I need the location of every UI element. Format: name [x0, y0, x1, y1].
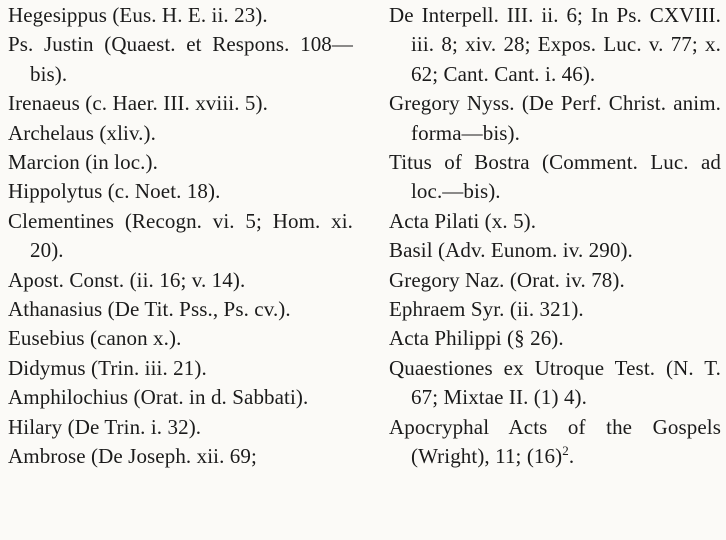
citation-tail: .: [568, 444, 575, 469]
citation-text: Apocryphal Acts of the Gospels (Wright), 11; (16): [389, 414, 721, 469]
citation-entry: Marcion (in loc.).: [8, 150, 158, 175]
citation-entry-apocryphal-acts: [389, 413, 721, 472]
right-column: [389, 1, 721, 472]
citation-entry: Apost. Const. (ii. 16; v. 14).: [8, 267, 246, 292]
citation-entry: Gregory Nyss. (De Perf. Christ. anim. forma—bis).: [389, 91, 721, 145]
citation-entry: Amphilochius (Orat. in d. Sabbati).: [8, 385, 309, 410]
citation-entry: Hilary (De Trin. i. 32).: [8, 414, 202, 439]
citation-entry: Athanasius (De Tit. Pss., Ps. cv.).: [8, 297, 291, 322]
citation-entry: Acta Pilati (x. 5).: [389, 208, 537, 233]
citation-entry: Basil (Adv. Eunom. iv. 290).: [389, 238, 633, 263]
citation-entry: Clementines (Recogn. vi. 5; Hom. xi. 20).: [8, 208, 353, 263]
citation-entry: Irenaeus (c. Haer. III. xviii. 5).: [8, 91, 268, 116]
footnote-superscript: 2: [562, 443, 569, 459]
citation-entry: Ps. Justin (Quaest. et Respons. 108—bis).: [8, 32, 353, 86]
citation-entry: Gregory Naz. (Orat. iv. 78).: [389, 267, 625, 292]
citation-entry: Hippolytus (c. Noet. 18).: [8, 179, 221, 204]
citation-entry: Acta Philippi (§ 26).: [389, 326, 564, 351]
left-column: [8, 1, 353, 472]
citation-entry: Archelaus (xliv.).: [8, 120, 156, 145]
citation-entry: Ephraem Syr. (ii. 321).: [389, 297, 584, 322]
citation-entry: Titus of Bostra (Comment. Luc. ad loc.—bis).: [389, 150, 721, 204]
citation-entry: Quaestiones ex Utroque Test. (N. T. 67; Mixtae II. (1) 4).: [389, 355, 721, 410]
citation-entry: Ambrose (De Joseph. xii. 69;: [8, 444, 257, 469]
citation-entry: Didymus (Trin. iii. 21).: [8, 355, 207, 380]
citation-entry: Eusebius (canon x.).: [8, 326, 182, 351]
citation-entry: Hegesippus (Eus. H. E. ii. 23).: [8, 3, 268, 27]
citation-entry: De Interpell. III. ii. 6; In Ps. CXVIII. iii. 8; xiv. 28; Expos. Luc. v. 77; x. 62; Cant. Cant. i. 46).: [389, 3, 721, 86]
